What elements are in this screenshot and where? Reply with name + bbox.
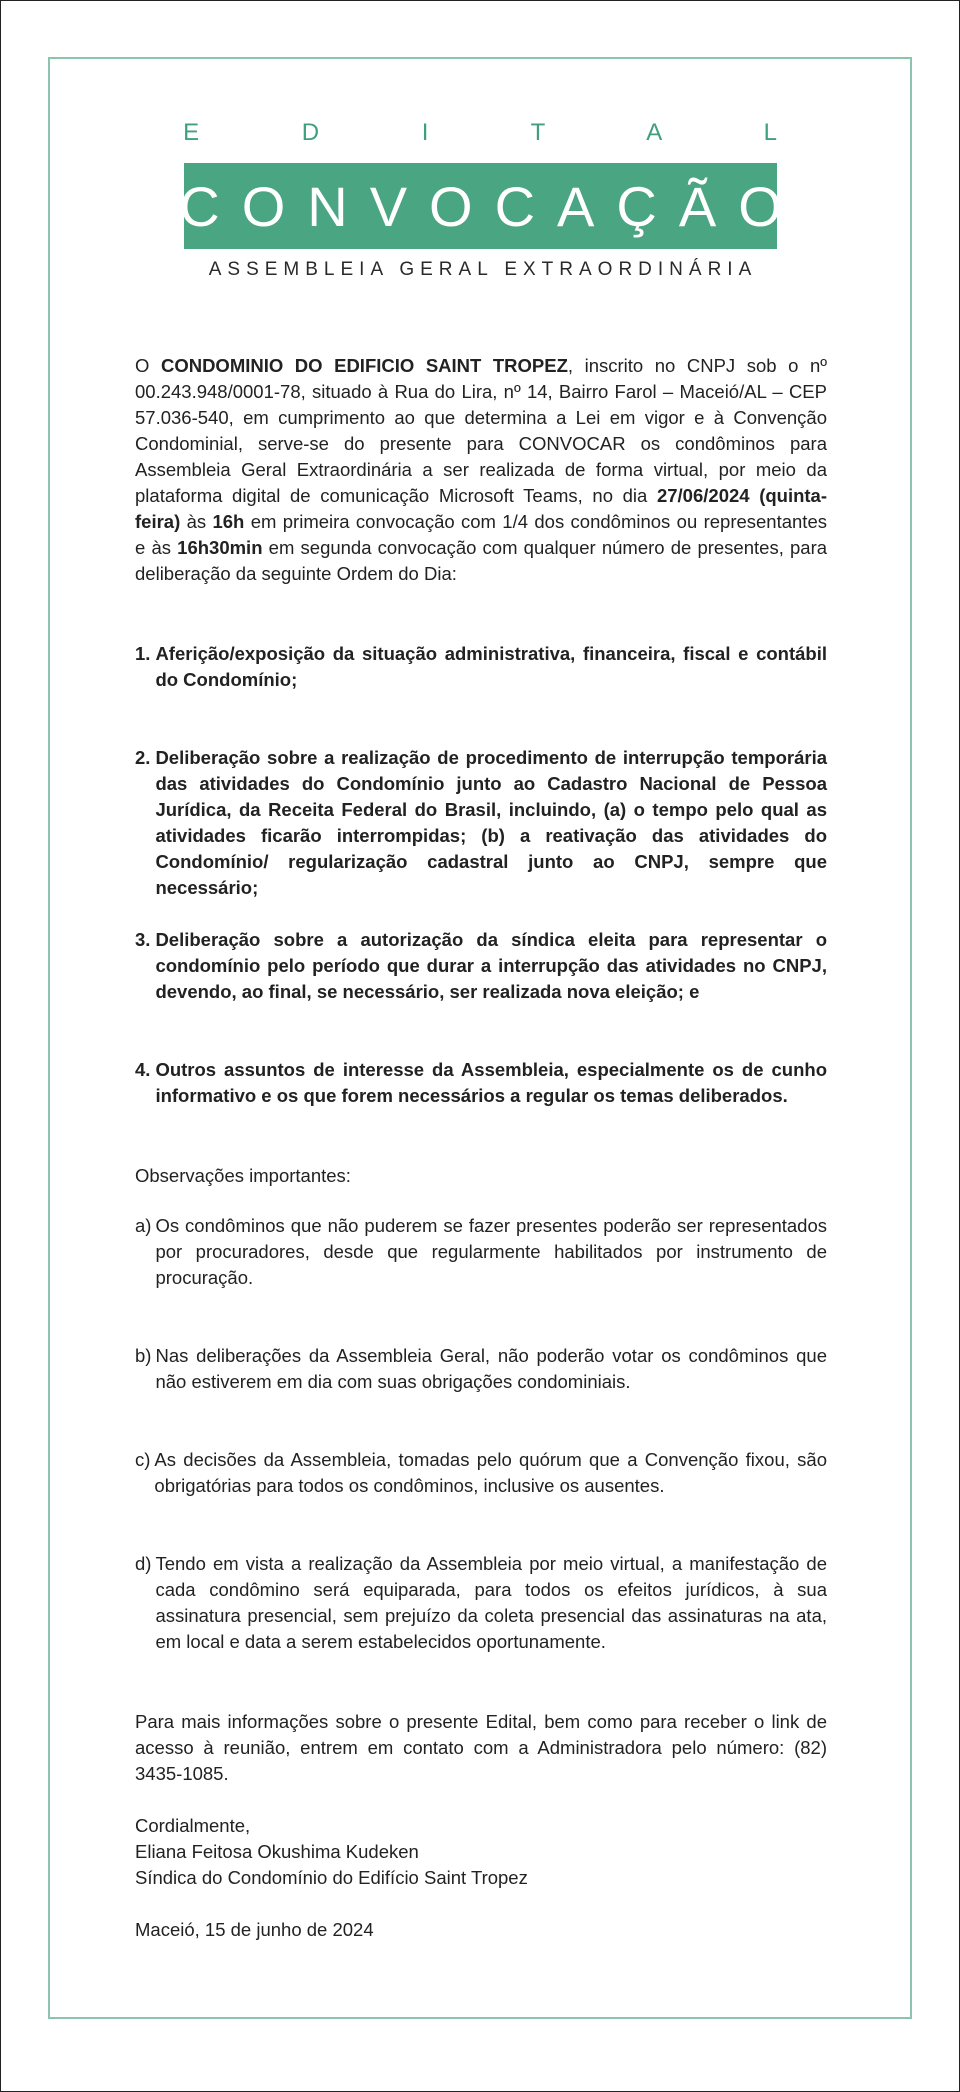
observation-item — [135, 1551, 827, 1655]
observation-item — [135, 1213, 827, 1291]
agenda-item — [135, 1057, 827, 1109]
place-date: Maceió, 15 de junho de 2024 — [135, 1919, 374, 1940]
intro-part1: , inscrito no CNPJ sob o nº 00.243.948/0001-78, situado à Rua do Lira, nº 14, Bairro Farol – Maceió/AL – CEP 57.036-540, em cumprimento ao que determina a Lei em vigor e à Convenção Condominial, serve-se do presente para CONVOCAR os condôminos para Assembleia Geral Extraordinária a ser realizada de forma virtual, por meio da plataforma digital de comunicação Microsoft Teams, no dia — [135, 355, 827, 506]
agenda-text: Deliberação sobre a autorização da síndica eleita para representar o condomínio pelo período que durar a interrupção das atividades no CNPJ, devendo, ao final, se necessário, ser realizada nova eleição; e — [155, 929, 827, 1002]
contact-paragraph: Para mais informações sobre o presente Edital, bem como para receber o link de acesso à reunião, entrem em contato com a Administradora pelo número: (82) 3435-1085. — [135, 1711, 827, 1784]
intro-date: 27/06/2024 (quinta-feira) — [135, 485, 828, 532]
observation-item — [135, 1343, 827, 1395]
observation-letter: a) — [135, 1215, 152, 1236]
closing-greeting: Cordialmente, — [135, 1815, 251, 1836]
intro-paragraph — [135, 353, 827, 587]
intro-part2: às — [180, 511, 213, 532]
observation-letter: c) — [135, 1449, 151, 1470]
intro-time1: 16h — [212, 511, 245, 532]
signer-name: Eliana Feitosa Okushima Kudeken — [135, 1841, 419, 1862]
title-banner — [179, 163, 804, 249]
observation-text: Nas deliberações da Assembleia Geral, não poderão votar os condôminos que não estiverem em dia com suas obrigações condominiais. — [155, 1345, 827, 1392]
agenda-text: Outros assuntos de interesse da Assembleia, especialmente os de cunho informativo e os que forem necessários a regular os temas deliberados. — [155, 1059, 827, 1106]
subtitle: ASSEMBLEIA GERAL EXTRAORDINÁRIA — [208, 259, 758, 280]
intro-entity: CONDOMINIO DO EDIFICIO SAINT TROPEZ — [160, 355, 568, 376]
observation-text: As decisões da Assembleia, tomadas pelo quórum que a Convenção fixou, são obrigatórias para todos os condôminos, inclusive os ausentes. — [154, 1449, 827, 1496]
intro-part4: em segunda convocação com qualquer número de presentes, para deliberação da seguinte Ordem do Dia: — [135, 537, 828, 584]
agenda-number: 4. — [135, 1059, 151, 1080]
observation-letter: d) — [135, 1553, 152, 1574]
agenda-number: 1. — [135, 643, 151, 664]
observation-letter: b) — [135, 1345, 152, 1366]
agenda-number: 3. — [135, 929, 151, 950]
intro-part3: em primeira convocação com 1/4 dos condôminos ou representantes e às — [135, 511, 827, 558]
title-convocacao: CONVOCAÇÃO — [179, 174, 804, 238]
agenda-item — [135, 641, 827, 693]
agenda-item — [135, 927, 827, 1005]
signer-role: Síndica do Condomínio do Edifício Saint Tropez — [135, 1867, 528, 1888]
intro-lead: O — [135, 355, 161, 376]
intro-time2: 16h30min — [177, 537, 263, 558]
observation-text: Tendo em vista a realização da Assembleia por meio virtual, a manifestação de cada condômino será equiparada, para todos os efeitos jurídicos, à sua assinatura presencial, sem prejuízo da coleta presencial das assinaturas na ata, em local e data a serem estabelecidos oportunamente. — [155, 1553, 827, 1652]
agenda-item — [135, 745, 827, 901]
observation-text: Os condôminos que não puderem se fazer presentes poderão ser representados por procuradores, desde que regularmente habilitados por instrumento de procuração. — [155, 1215, 827, 1288]
observation-item — [135, 1447, 827, 1499]
observations-heading: Observações importantes: — [135, 1165, 351, 1186]
agenda-text: Deliberação sobre a realização de procedimento de interrupção temporária das atividades do Condomínio junto ao Cadastro Nacional de Pessoa Jurídica, da Receita Federal do Brasil, incluindo, (a) o tempo pelo qual as atividades ficarão interrompidas; (b) a reativação das atividades do Condomínio/ regularização cadastral junto ao CNPJ, sempre que necessário; — [155, 747, 827, 898]
agenda-number: 2. — [135, 747, 151, 768]
kicker-edital: E D I T A L — [183, 119, 825, 146]
agenda-text: Aferição/exposição da situação administrativa, financeira, fiscal e contábil do Condomínio; — [155, 643, 827, 690]
